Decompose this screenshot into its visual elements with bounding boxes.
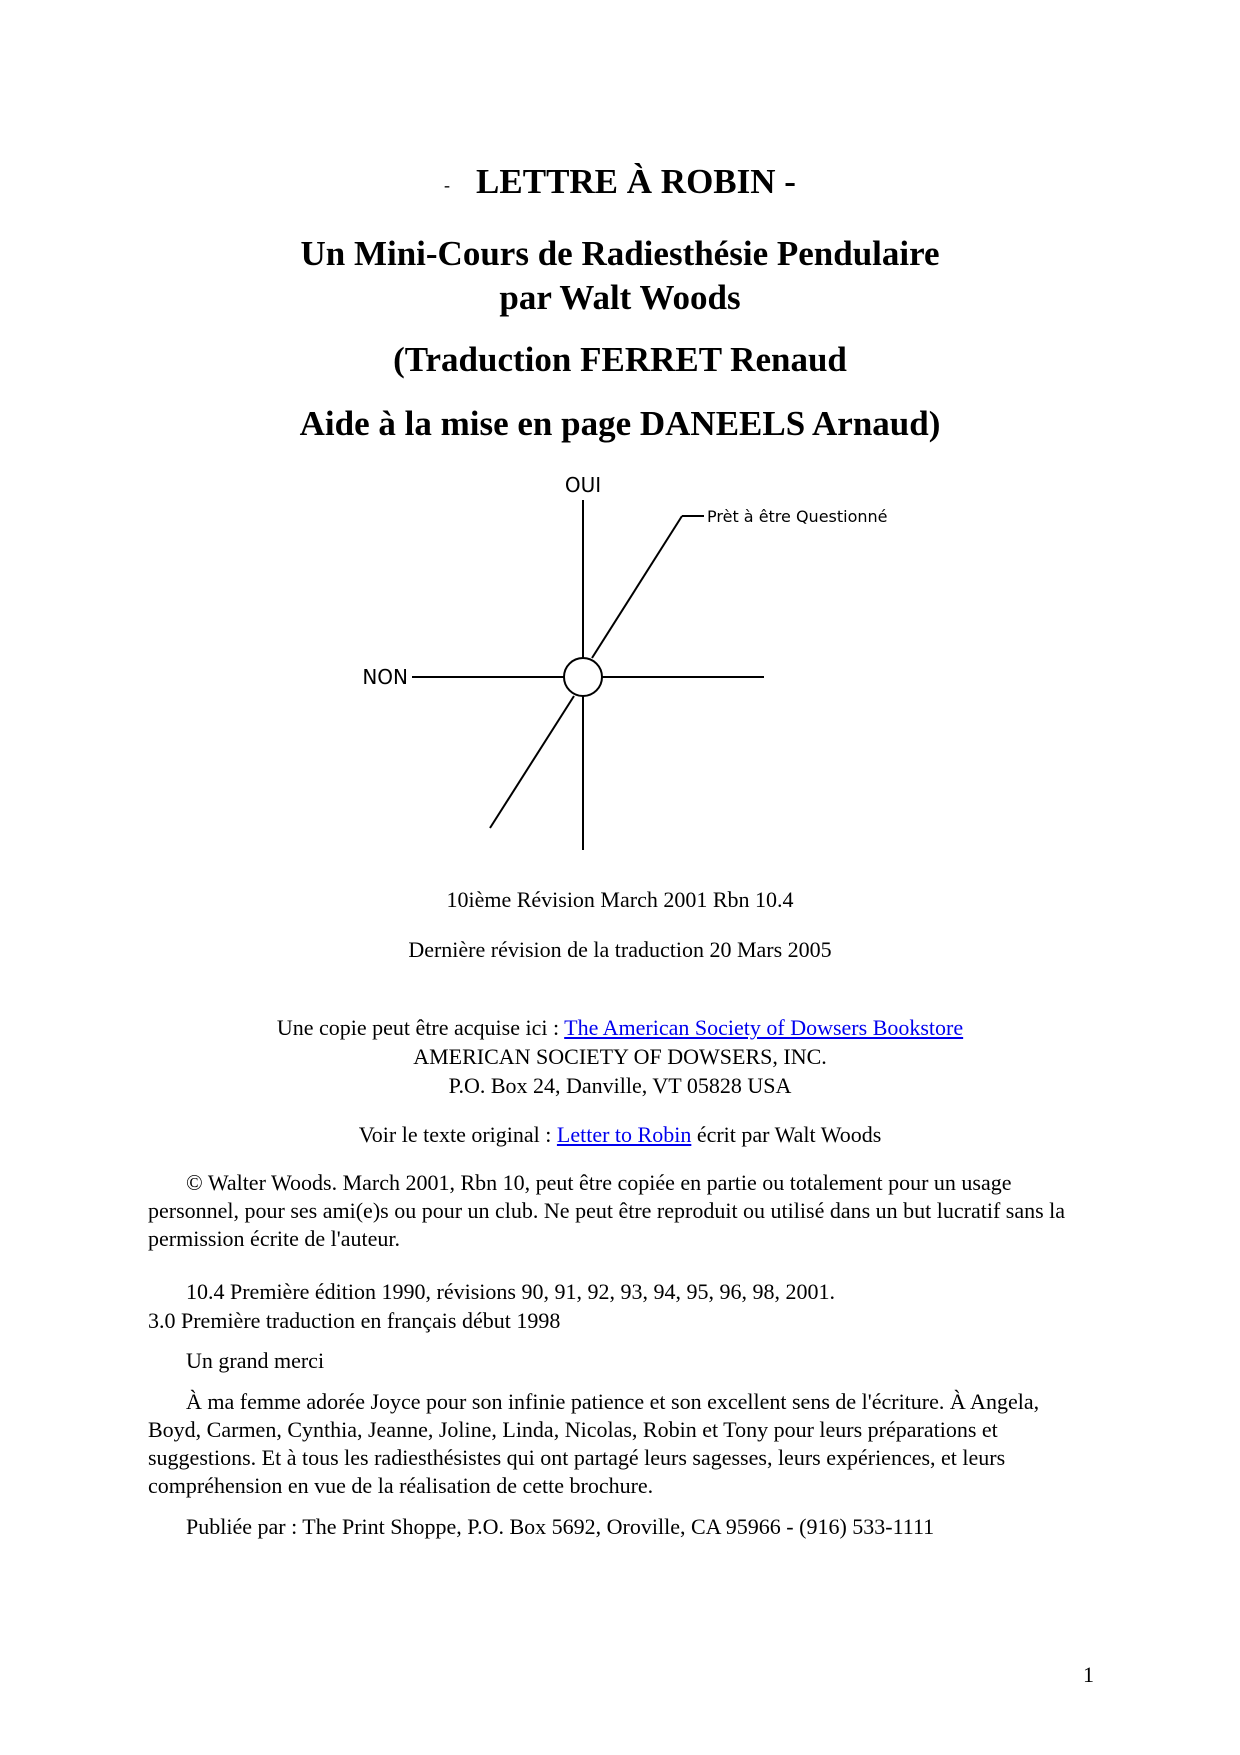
original-suffix: écrit par Walt Woods: [691, 1122, 882, 1147]
copyright-paragraph: © Walter Woods. March 2001, Rbn 10, peut être copiée en partie ou totalement pour un usage personnel, pour ses ami(e)s ou pour un club. Ne peut être reproduit ou utilisé dans un but lucratif sans la permission écrite de l'auteur.: [148, 1170, 1066, 1251]
purchase-line: [0, 1014, 1240, 1042]
original-prefix: Voir le texte original :: [358, 1122, 557, 1147]
diagonal-axis-upper: [592, 516, 682, 658]
revision-line-2: Dernière révision de la traduction 20 Mars 2005: [408, 937, 832, 962]
pendulum-diagram: [0, 470, 1240, 850]
original-line: [0, 1121, 1240, 1149]
pendulum-circle: [564, 658, 602, 696]
editions-line-1: 10.4 Première édition 1990, révisions 90, 91, 92, 93, 94, 95, 96, 98, 2001.: [186, 1279, 835, 1304]
label-ready: Prèt à être Questionné: [707, 507, 888, 526]
thanks-paragraph: À ma femme adorée Joyce pour son infinie patience et son excellent sens de l'écriture. À Angela, Boyd, Carmen, Cynthia, Jeanne, Joline, Linda, Nicolas, Robin et Tony pour leurs préparations et suggestions. Et à tous les radiesthésistes qui ont partagé leurs sagesses, leurs expériences, et leurs compréhension en vue de la réalisation de cette brochure.: [148, 1389, 1040, 1498]
purchase-address: P.O. Box 24, Danville, VT 05828 USA: [448, 1073, 792, 1098]
purchase-prefix: Une copie peut être acquise ici :: [276, 1015, 565, 1040]
document-title: [0, 160, 1240, 209]
page-number: 1: [1083, 1662, 1094, 1687]
translation-line-1: (Traduction FERRET Renaud: [393, 340, 847, 379]
label-yes: OUI: [564, 473, 602, 497]
subtitle-line-1: Un Mini-Cours de Radiesthésie Pendulaire: [300, 234, 940, 273]
editions-line-2: 3.0 Première traduction en français début 1998: [148, 1308, 561, 1333]
original-text-link[interactable]: Letter to Robin: [556, 1122, 692, 1147]
label-no: NON: [362, 665, 408, 689]
thanks-heading: Un grand merci: [186, 1348, 325, 1373]
revision-line-1: 10ième Révision March 2001 Rbn 10.4: [446, 887, 794, 912]
title-text: LETTRE À ROBIN -: [476, 162, 796, 201]
subtitle-line-2: par Walt Woods: [499, 278, 741, 317]
publisher-line: Publiée par : The Print Shoppe, P.O. Box 5692, Oroville, CA 95966 - (916) 533-1111: [186, 1514, 935, 1539]
purchase-org: AMERICAN SOCIETY OF DOWSERS, INC.: [413, 1044, 827, 1069]
translation-line-2: Aide à la mise en page DANEELS Arnaud): [299, 404, 941, 443]
diagonal-axis-lower: [490, 696, 574, 828]
title-dash: -: [444, 175, 451, 195]
bookstore-link[interactable]: The American Society of Dowsers Bookstore: [564, 1015, 964, 1040]
